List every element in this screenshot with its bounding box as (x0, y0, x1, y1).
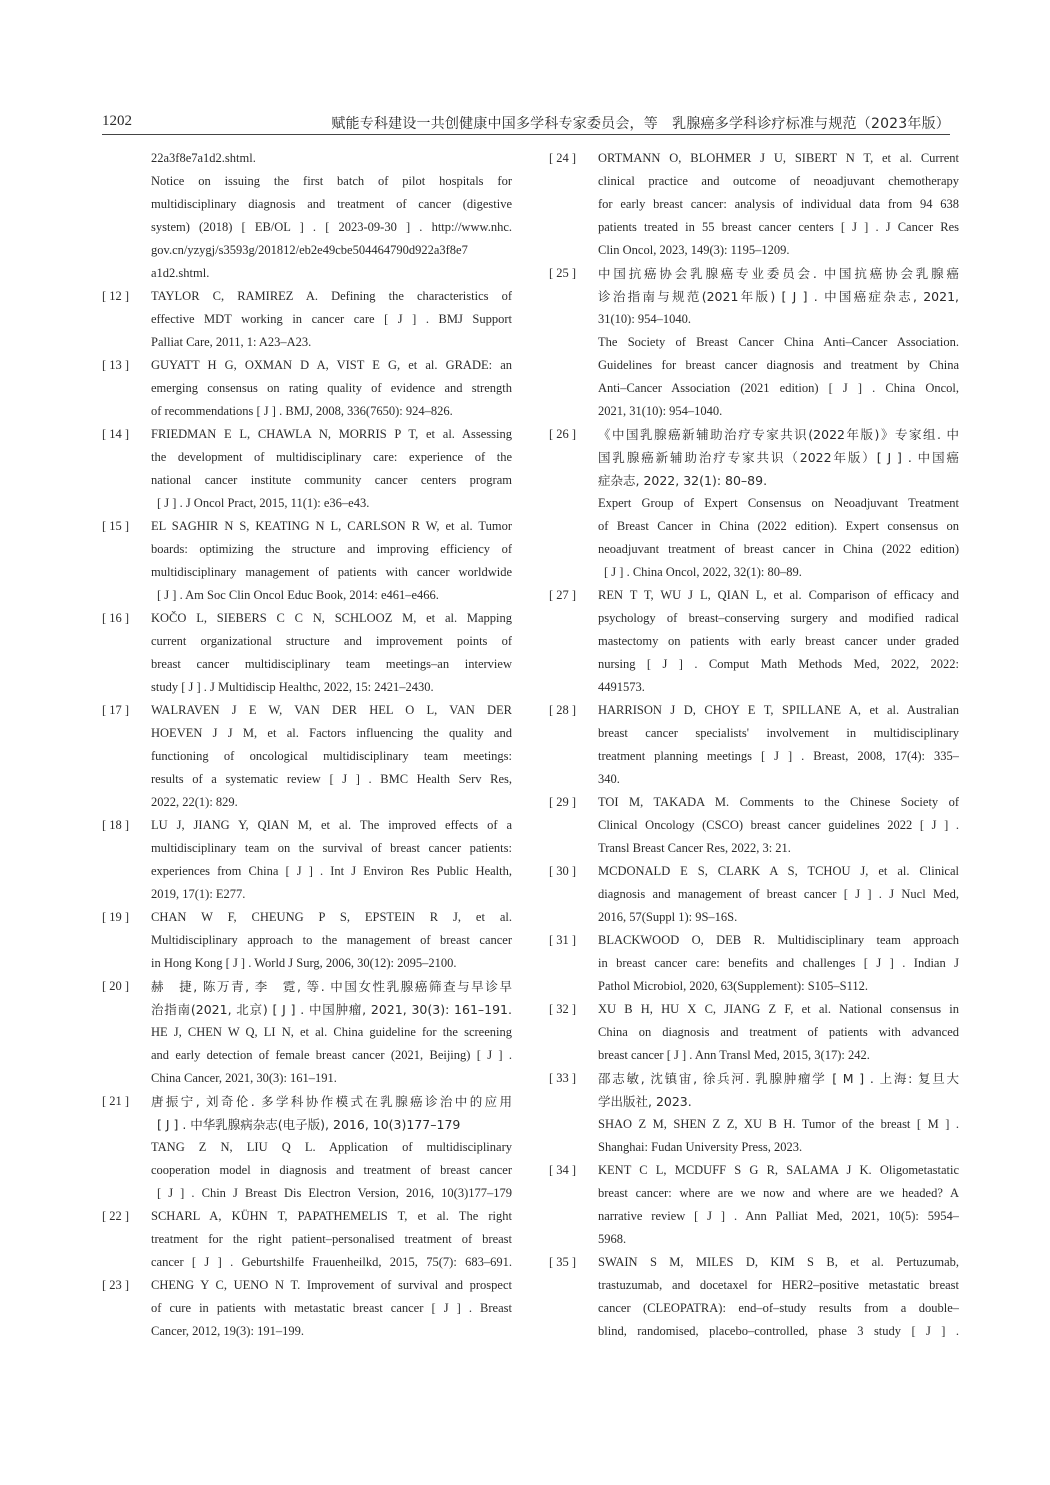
reference-line: FRIEDMAN E L, CHAWLA N, MORRIS P T, et al. Assessing (151, 427, 512, 441)
reference-entry (102, 515, 512, 607)
reference-line: trastuzumab, and docetaxel for HER2–positive metastatic breast (598, 1278, 959, 1292)
reference-text (598, 262, 959, 423)
reference-line: [ J ] . China Oncol, 2022, 32(1): 80–89. (604, 565, 802, 579)
reference-text (151, 1090, 512, 1205)
reference-line: Clinical Oncology (CSCO) breast cancer guidelines 2022 [ J ] . (598, 818, 959, 832)
reference-line: current organizational structure and improvement points of (151, 634, 512, 648)
reference-number: [ 22 ] (102, 1209, 130, 1223)
reference-entry (102, 906, 512, 975)
reference-line: cancer [ J ] . Geburtshilfe Frauenheilkd, 2015, 75(7): 683–691. (151, 1255, 512, 1269)
reference-line: patients treated in 55 breast cancer centers [ J ] . J Cancer Res (598, 220, 959, 234)
reference-line: CHAN W F, CHEUNG P S, EPSTEIN R J, et al. (151, 910, 512, 924)
reference-line: experiences from China [ J ] . Int J Environ Res Public Health, (151, 864, 512, 878)
reference-line: clinical practice and outcome of neoadjuvant chemotherapy (598, 174, 959, 188)
reference-line: narrative review [ J ] . Ann Palliat Med, 2021, 10(5): 5954– (598, 1209, 959, 1223)
reference-text (598, 998, 959, 1067)
reference-text (598, 1251, 959, 1343)
reference-entry (102, 423, 512, 515)
reference-line: REN T T, WU J L, QIAN L, et al. Comparison of efficacy and (598, 588, 959, 602)
reference-line: nursing [ J ] . Comput Math Methods Med, 2022, 2022: (598, 657, 959, 671)
reference-line: Anti–Cancer Association (2021 edition) [ J ] . China Oncol, (598, 381, 959, 395)
reference-line: SWAIN S M, MILES D, KIM S B, et al. Pertuzumab, (598, 1255, 959, 1269)
reference-line: mastectomy on patients with early breast cancer under graded (598, 634, 959, 648)
reference-line: multidisciplinary management of patients with cancer worldwide (151, 565, 512, 579)
reference-text (151, 1274, 512, 1343)
reference-line: HE J, CHEN W Q, LI N, et al. China guideline for the screening (151, 1025, 512, 1039)
reference-line: and early detection of female breast cancer (2021, Beijing) [ J ] . (151, 1048, 512, 1062)
reference-line: [ J ] . J Oncol Pract, 2015, 11(1): e36–e43. (157, 496, 370, 510)
reference-line: breast cancer: where are we now and where are we headed? A (598, 1186, 959, 1200)
reference-line: KOČO L, SIEBERS C C N, SCHLOOZ M, et al. Mapping (151, 611, 512, 625)
reference-text (151, 515, 512, 607)
reference-line: [ J ] . Chin J Breast Dis Electron Version, 2016, 10(3)177–179 (157, 1186, 512, 1200)
reference-line: Transl Breast Cancer Res, 2022, 3: 21. (598, 841, 791, 855)
reference-line: results of a systematic review [ J ] . BMC Health Serv Res, (151, 772, 512, 786)
reference-line: TAYLOR C, RAMIREZ A. Defining the characteristics of (151, 289, 512, 303)
reference-line: cancer (CLEOPATRA): end–of–study results from a double– (598, 1301, 959, 1315)
reference-line: for early breast cancer: analysis of individual data from 94 638 (598, 197, 959, 211)
reference-text (151, 423, 512, 515)
reference-entry (549, 1159, 959, 1251)
reference-text (151, 147, 512, 285)
reference-line: Pathol Microbiol, 2020, 63(Supplement): S105–S112. (598, 979, 869, 993)
reference-line: SHAO Z M, SHEN Z Z, XU B H. Tumor of the breast [ M ] . (598, 1117, 959, 1131)
reference-entry (549, 262, 959, 423)
reference-text (598, 699, 959, 791)
reference-number: [ 35 ] (549, 1255, 577, 1269)
reference-number: [ 16 ] (102, 611, 130, 625)
reference-line: MCDONALD E S, CLARK A S, TCHOU J, et al. Clinical (598, 864, 959, 878)
reference-number: [ 30 ] (549, 864, 577, 878)
reference-text (151, 814, 512, 906)
reference-line: Guidelines for breast cancer diagnosis and treatment by China (598, 358, 959, 372)
reference-line: 31(10): 954–1040. (598, 312, 692, 326)
reference-line: the development of multidisciplinary care: experience of the (151, 450, 512, 464)
reference-number: [ 32 ] (549, 1002, 577, 1016)
reference-entry (549, 929, 959, 998)
reference-line: 诊治指南与规范(2021年版) [ J ] . 中国癌症杂志, 2021, (598, 289, 959, 304)
reference-line: breast cancer multidisciplinary team meetings–an interview (151, 657, 512, 671)
page-header (102, 113, 950, 135)
reference-line: emerging consensus on rating quality of evidence and strength (151, 381, 512, 395)
reference-text (598, 860, 959, 929)
reference-line: boards: optimizing the structure and improving efficiency of (151, 542, 512, 556)
reference-number: [ 17 ] (102, 703, 130, 717)
reference-entry (549, 998, 959, 1067)
reference-line: 中国抗癌协会乳腺癌专业委员会. 中国抗癌协会乳腺癌 (598, 266, 959, 281)
reference-line: 5968. (598, 1232, 627, 1246)
reference-entry (102, 699, 512, 814)
reference-number: [ 24 ] (549, 151, 577, 165)
header-rule (102, 134, 950, 135)
reference-line: functioning of oncological multidisciplinary team meetings: (151, 749, 512, 763)
reference-line: TOI M, TAKADA M. Comments to the Chinese Society of (598, 795, 959, 809)
reference-line: 《中国乳腺癌新辅助治疗专家共识(2022年版)》专家组. 中 (598, 427, 959, 442)
reference-line: WALRAVEN J E W, VAN DER HEL O L, VAN DER (151, 703, 512, 717)
reference-line: national cancer institute community cancer centers program (151, 473, 512, 487)
reference-entry (102, 147, 512, 285)
reference-number: [ 13 ] (102, 358, 130, 372)
reference-line: China Cancer, 2021, 30(3): 161–191. (151, 1071, 337, 1085)
reference-number: [ 14 ] (102, 427, 130, 441)
reference-text (598, 929, 959, 998)
reference-line: blind, randomised, placebo–controlled, phase 3 study [ J ] . (598, 1324, 959, 1338)
reference-line: system) (2018) [ EB/OL ] . [ 2023-09-30 ] . http://www.nhc. (151, 220, 512, 234)
reference-line: HARRISON J D, CHOY E T, SPILLANE A, et al. Australian (598, 703, 959, 717)
reference-line: breast cancer [ J ] . Ann Transl Med, 2015, 3(17): 242. (598, 1048, 870, 1062)
reference-line: treatment planning meetings [ J ] . Breast, 2008, 17(4): 335– (598, 749, 959, 763)
page-number: 1202 (102, 113, 132, 129)
reference-text (151, 354, 512, 423)
reference-entry (549, 1251, 959, 1343)
reference-entry (102, 285, 512, 354)
reference-text (598, 147, 959, 262)
reference-line: 邵志敏, 沈镇宙, 徐兵河. 乳腺肿瘤学 [ M ] . 上海: 复旦大 (598, 1071, 959, 1086)
reference-text (151, 285, 512, 354)
reference-number: [ 31 ] (549, 933, 577, 947)
reference-entry (102, 607, 512, 699)
reference-line: 治指南(2021, 北京) [ J ] . 中国肿瘤, 2021, 30(3): 161–191. (151, 1002, 512, 1017)
reference-line: KENT C L, MCDUFF S G R, SALAMA J K. Oligometastatic (598, 1163, 959, 1177)
reference-line: diagnosis and management of breast cancer [ J ] . J Nucl Med, (598, 887, 959, 901)
reference-line: of Breast Cancer in China (2022 edition). Expert consensus on (598, 519, 959, 533)
reference-line: SCHARL A, KÜHN T, PAPATHEMELIS T, et al. The right (151, 1209, 512, 1223)
reference-number: [ 12 ] (102, 289, 130, 303)
reference-text (151, 699, 512, 814)
references-right-column (549, 147, 959, 1343)
reference-line: 唐振宁, 刘奇伦. 多学科协作模式在乳腺癌诊治中的应用 (151, 1094, 512, 1109)
reference-line: of cure in patients with metastatic breast cancer [ J ] . Breast (151, 1301, 512, 1315)
reference-line: multidisciplinary diagnosis and treatment of cancer (digestive (151, 197, 512, 211)
reference-line: HOEVEN J J M, et al. Factors influencing the quality and (151, 726, 512, 740)
reference-line: Multidisciplinary approach to the management of breast cancer (151, 933, 512, 947)
reference-number: [ 21 ] (102, 1094, 130, 1108)
reference-line: GUYATT H G, OXMAN D A, VIST E G, et al. GRADE: an (151, 358, 512, 372)
reference-line: 2019, 17(1): E277. (151, 887, 246, 901)
reference-line: ORTMANN O, BLOHMER J U, SIBERT N T, et al. Current (598, 151, 959, 165)
reference-line: Palliat Care, 2011, 1: A23–A23. (151, 335, 312, 349)
reference-entry (102, 1205, 512, 1274)
reference-text (598, 1067, 959, 1159)
reference-line: 国乳腺癌新辅助治疗专家共识（2022年版）[ J ] . 中国癌 (598, 450, 959, 465)
reference-entry (102, 354, 512, 423)
reference-line: 4491573. (598, 680, 645, 694)
reference-text (598, 423, 959, 584)
reference-number: [ 26 ] (549, 427, 577, 441)
reference-line: effective MDT working in cancer care [ J ] . BMJ Support (151, 312, 512, 326)
reference-number: [ 19 ] (102, 910, 130, 924)
reference-number: [ 18 ] (102, 818, 130, 832)
reference-line: neoadjuvant treatment of breast cancer in China (2022 edition) (598, 542, 959, 556)
reference-line: BLACKWOOD O, DEB R. Multidisciplinary team approach (598, 933, 959, 947)
reference-line: TANG Z N, LIU Q L. Application of multidisciplinary (151, 1140, 512, 1154)
reference-entry (549, 584, 959, 699)
reference-entry (549, 147, 959, 262)
reference-text (598, 1159, 959, 1251)
reference-number: [ 34 ] (549, 1163, 577, 1177)
reference-text (151, 607, 512, 699)
reference-line: 学出版社, 2023. (598, 1094, 692, 1109)
references-left-column (102, 147, 512, 1343)
reference-line: 2016, 57(Suppl 1): 9S–16S. (598, 910, 738, 924)
reference-number: [ 20 ] (102, 979, 130, 993)
reference-entry (549, 699, 959, 791)
reference-line: treatment for the right patient–personalised treatment of breast (151, 1232, 512, 1246)
reference-number: [ 15 ] (102, 519, 130, 533)
reference-line: China on diagnosis and treatment of patients with advanced (598, 1025, 959, 1039)
reference-line: 22a3f8e7a1d2.shtml. (151, 151, 256, 165)
reference-line: a1d2.shtml. (151, 266, 210, 280)
reference-entry (102, 1090, 512, 1205)
reference-line: Notice on issuing the first batch of pilot hospitals for (151, 174, 512, 188)
reference-entry (102, 975, 512, 1090)
reference-line: 症杂志, 2022, 32(1): 80–89. (598, 473, 768, 488)
reference-line: Shanghai: Fudan University Press, 2023. (598, 1140, 803, 1154)
reference-line: study [ J ] . J Multidiscip Healthc, 2022, 15: 2421–2430. (151, 680, 434, 694)
reference-line: cooperation model in diagnosis and treatment of breast cancer (151, 1163, 512, 1177)
reference-line: 2021, 31(10): 954–1040. (598, 404, 723, 418)
reference-entry (102, 1274, 512, 1343)
reference-line: in breast cancer care: benefits and challenges [ J ] . Indian J (598, 956, 959, 970)
reference-line: CHENG Y C, UENO N T. Improvement of survival and prospect (151, 1278, 512, 1292)
reference-text (151, 906, 512, 975)
reference-text (598, 791, 959, 860)
reference-line: in Hong Kong [ J ] . World J Surg, 2006, 30(12): 2095–2100. (151, 956, 457, 970)
reference-entry (102, 814, 512, 906)
reference-line: [ J ] . 中华乳腺病杂志(电子版), 2016, 10(3)177–179 (157, 1117, 461, 1132)
reference-number: [ 28 ] (549, 703, 577, 717)
reference-line: [ J ] . Am Soc Clin Oncol Educ Book, 2014: e461–e466. (157, 588, 439, 602)
reference-text (598, 584, 959, 699)
reference-line: Cancer, 2012, 19(3): 191–199. (151, 1324, 304, 1338)
reference-line: 2022, 22(1): 829. (151, 795, 238, 809)
reference-number: [ 33 ] (549, 1071, 577, 1085)
reference-text (151, 975, 512, 1090)
reference-line: of recommendations [ J ] . BMJ, 2008, 336(7650): 924–826. (151, 404, 453, 418)
reference-number: [ 23 ] (102, 1278, 130, 1292)
reference-line: multidisciplinary team on the survival of breast cancer patients: (151, 841, 512, 855)
reference-line: psychology of breast–conserving surgery and modified radical (598, 611, 959, 625)
reference-entry (549, 1067, 959, 1159)
reference-line: EL SAGHIR N S, KEATING N L, CARLSON R W, et al. Tumor (151, 519, 512, 533)
reference-entry (549, 423, 959, 584)
reference-number: [ 29 ] (549, 795, 577, 809)
reference-line: LU J, JIANG Y, QIAN M, et al. The improved effects of a (151, 818, 512, 832)
reference-entry (549, 791, 959, 860)
reference-line: Clin Oncol, 2023, 149(3): 1195–1209. (598, 243, 790, 257)
reference-line: 340. (598, 772, 620, 786)
reference-text (151, 1205, 512, 1274)
reference-number: [ 27 ] (549, 588, 577, 602)
reference-entry (549, 860, 959, 929)
reference-line: XU B H, HU X C, JIANG Z F, et al. National consensus in (598, 1002, 959, 1016)
reference-line: The Society of Breast Cancer China Anti–Cancer Association. (598, 335, 959, 349)
reference-line: Expert Group of Expert Consensus on Neoadjuvant Treatment (598, 496, 959, 510)
running-title: 赋能专科建设一共创健康中国多学科专家委员会，等 乳腺癌多学科诊疗标准与规范（2023年版） (331, 116, 950, 132)
reference-line: gov.cn/yzygj/s3593g/201812/eb2e49cbe504464790d922a3f8e7 (151, 243, 468, 257)
reference-line: 赫 捷, 陈万青, 李 霓, 等. 中国女性乳腺癌筛查与早诊早 (151, 979, 512, 994)
reference-number: [ 25 ] (549, 266, 577, 280)
reference-line: breast cancer specialists' involvement in multidisciplinary (598, 726, 959, 740)
